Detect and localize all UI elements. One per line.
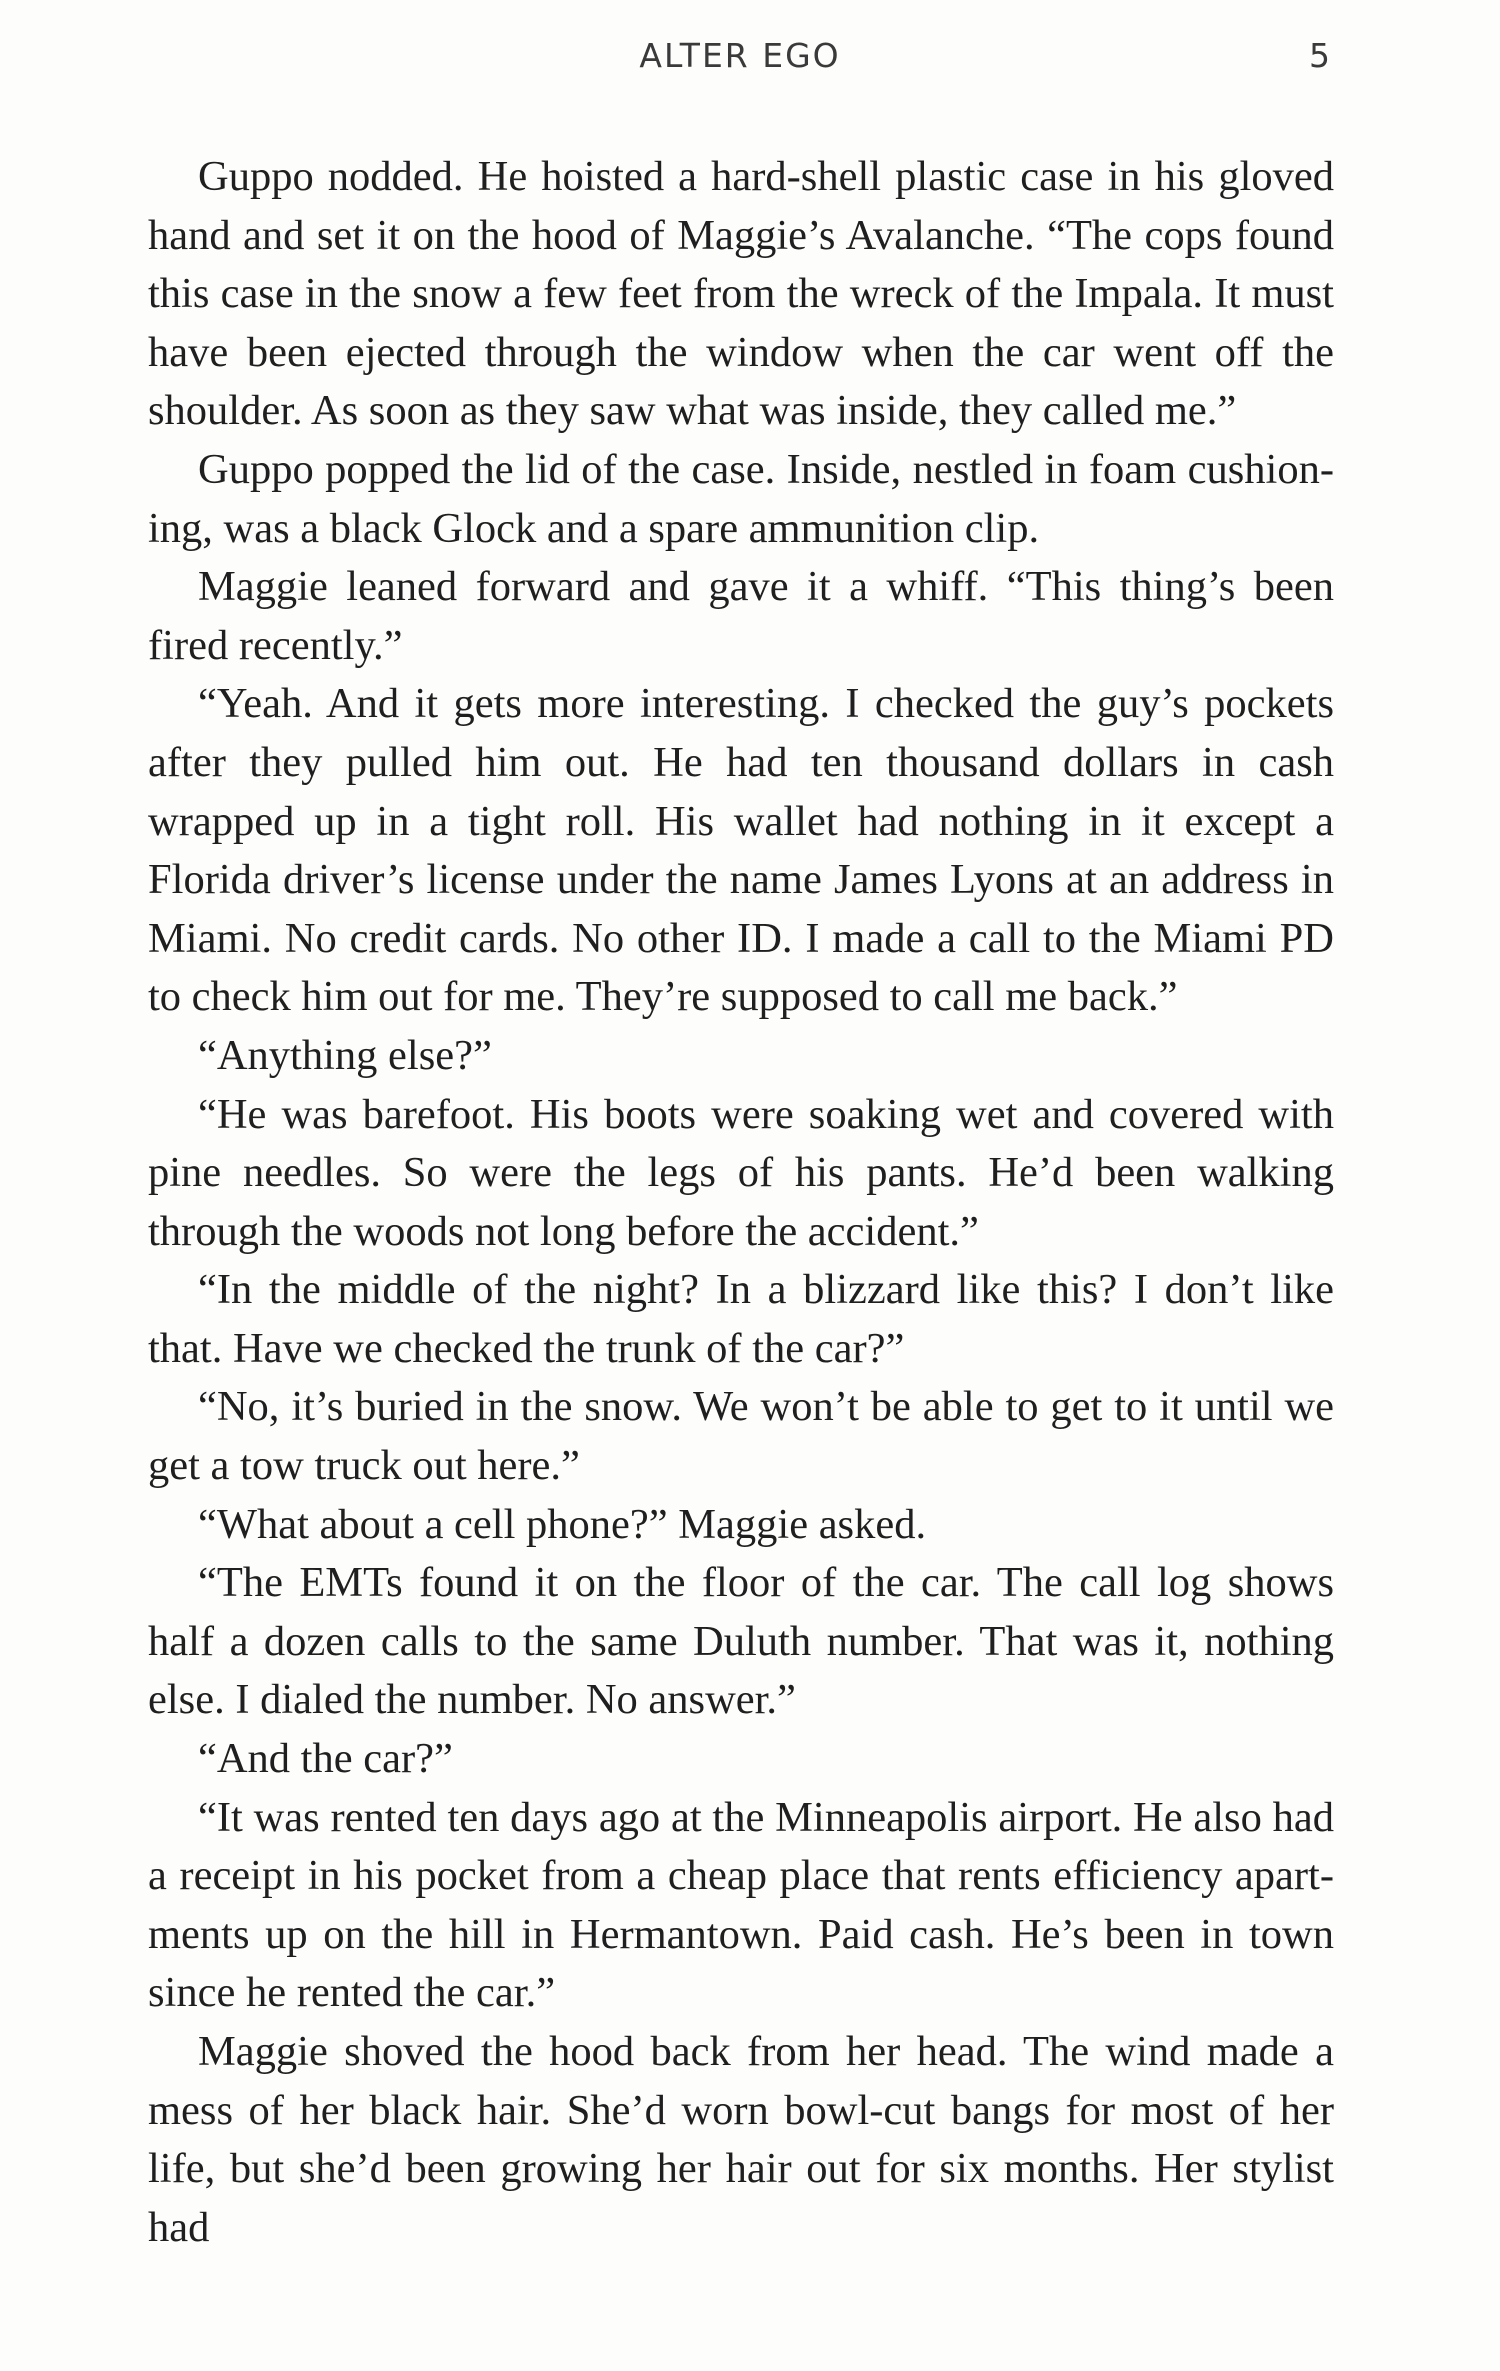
paragraph: “He was barefoot. His boots were soaking wet and covered with pine needles. So were the legs of his pants. He’d been walking through the woods not long before the accident.” — [148, 1090, 1334, 1255]
paragraph: Maggie leaned forward and gave it a whiff. “This thing’s been fired recently.” — [148, 563, 1334, 669]
paragraph: “Yeah. And it gets more interesting. I checked the guy’s pockets after they pulled him out. He had ten thousand dollars in cash wrapped up in a tight roll. His wallet had nothing in it except a Florida driver’s license under the name James Lyons at an address in Miami. No credit cards. No other ID. I made a call to the Miami PD to check him out for me. They’re supposed to call me back.” — [148, 680, 1334, 1021]
paragraph: “It was rented ten days ago at the Minneapolis airport. He also had a receipt in his pocket from a cheap place that rents efficiency apartments up on the hill in Hermantown. Paid cash. He’s been in town since he rented the car.” — [148, 1793, 1334, 2017]
body-text — [148, 148, 1334, 2257]
page-number: 5 — [1309, 36, 1330, 75]
paragraph: Guppo nodded. He hoisted a hard-shell plastic case in his gloved hand and set it on the hood of Maggie’s Avalanche. “The cops found this case in the snow a few feet from the wreck of the Impala. It must have been ejected through the window when the car went off the shoulder. As soon as they saw what was inside, they called me.” — [148, 153, 1334, 435]
paragraph: “And the car?” — [198, 1735, 453, 1783]
paragraph: “In the middle of the night? In a blizzard like this? I don’t like that. Have we checked the trunk of the car?” — [148, 1266, 1334, 1372]
running-head — [150, 36, 1330, 86]
paragraph: “No, it’s buried in the snow. We won’t be able to get to it until we get a tow truck out here.” — [148, 1383, 1334, 1490]
paragraph: “Anything else?” — [198, 1031, 492, 1079]
paragraph: Guppo popped the lid of the case. Inside, nestled in foam cushioning, was a black Glock and a spare ammunition clip. — [148, 445, 1334, 552]
paragraph: Maggie shoved the hood back from her head. The wind made a mess of her black hair. She’d worn bowl-cut bangs for most of her life, but she’d been growing her hair out for six months. Her stylist had — [148, 2028, 1334, 2251]
paragraph: “What about a cell phone?” Maggie asked. — [198, 1500, 927, 1548]
running-title: ALTER EGO — [639, 36, 841, 75]
paragraph: “The EMTs found it on the floor of the car. The call log shows half a dozen calls to the same Duluth number. That was it, nothing else. I dialed the number. No answer.” — [148, 1559, 1334, 1724]
